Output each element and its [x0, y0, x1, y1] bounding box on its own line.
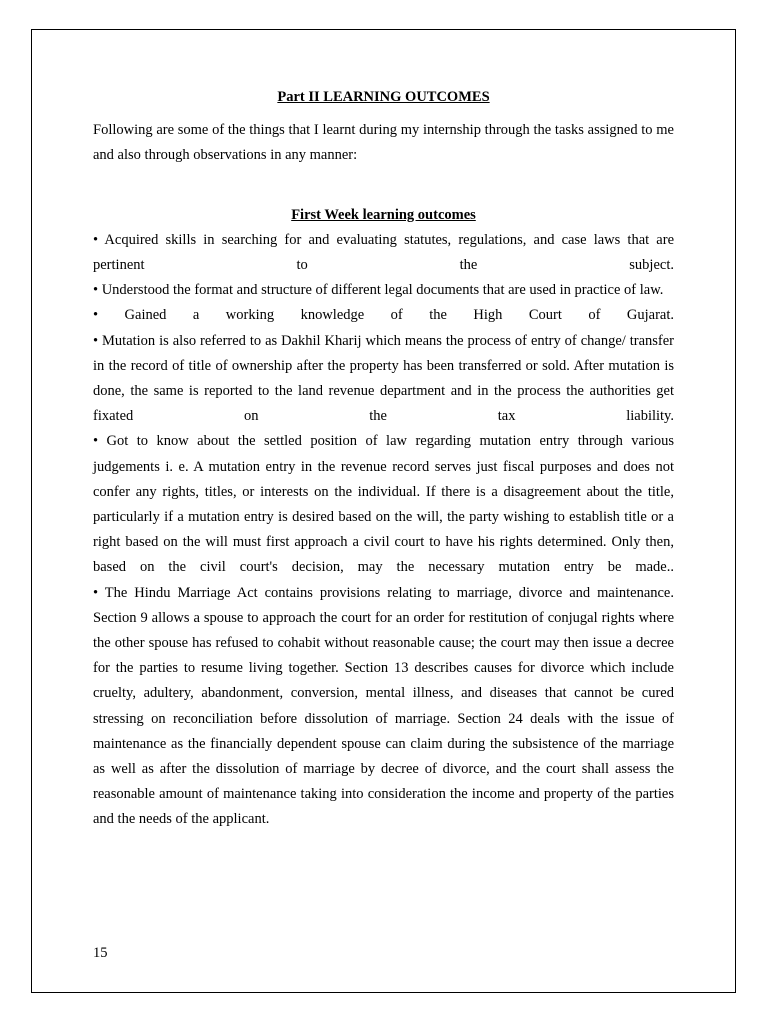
document-body	[93, 85, 674, 833]
outcome-paragraph: • Got to know about the settled position of law regarding mutation entry through various judgements i. e. A mutation entry in the revenue record serves just fiscal purposes and does not confer any rights, titles, or interests on the individual. If there is a disagreement about the title, particularly if a mutation entry is desired based on the will, the party wishing to establish title or a right based on the will must first approach a civil court to have his rights determined. Only then, based on the civil court's decision, may the necessary mutation entry be made..	[93, 433, 674, 576]
intro-paragraph: Following are some of the things that I learnt during my internship through the tasks assigned to me and also through observations in any manner:	[93, 122, 674, 164]
section-subtitle: First Week learning outcomes	[291, 206, 476, 223]
outcome-paragraph: • Acquired skills in searching for and evaluating statutes, regulations, and case laws that are pertinent to the subject.	[93, 231, 674, 274]
outcome-paragraph: • Mutation is also referred to as Dakhil Kharij which means the process of entry of change/ transfer in the record of title of ownership after the property has been transferred or sold. After mutation is done, the same is reported to the land revenue department and in the process the authorities get fixated on the tax liability.	[93, 332, 674, 425]
outcome-paragraph: • Gained a working knowledge of the High Court of Gujarat.	[93, 307, 674, 324]
section-title: Part II LEARNING OUTCOMES	[277, 89, 490, 105]
outcome-paragraph: • The Hindu Marriage Act contains provisions relating to marriage, divorce and maintenance. Section 9 allows a spouse to approach the court for an order for restitution of conjugal rights where the other spouse has refused to cohabit without reasonable cause; the court may then issue a decree for the parties to resume living together. Section 13 describes causes for divorce which include cruelty, adultery, abandonment, conversion, mental illness, and diseases that cannot be cured stressing on reconciliation before dissolution of marriage. Section 24 deals with the issue of maintenance as the financially dependent spouse can claim during the subsistence of the marriage as well as after the dissolution of marriage by decree of divorce, and the court shall assess the reasonable amount of maintenance taking into consideration the income and property of the parties and the needs of the applicant.	[93, 584, 674, 828]
page-number: 15	[93, 945, 108, 961]
outcome-paragraph: • Understood the format and structure of different legal documents that are used in practice of law.	[93, 282, 664, 299]
